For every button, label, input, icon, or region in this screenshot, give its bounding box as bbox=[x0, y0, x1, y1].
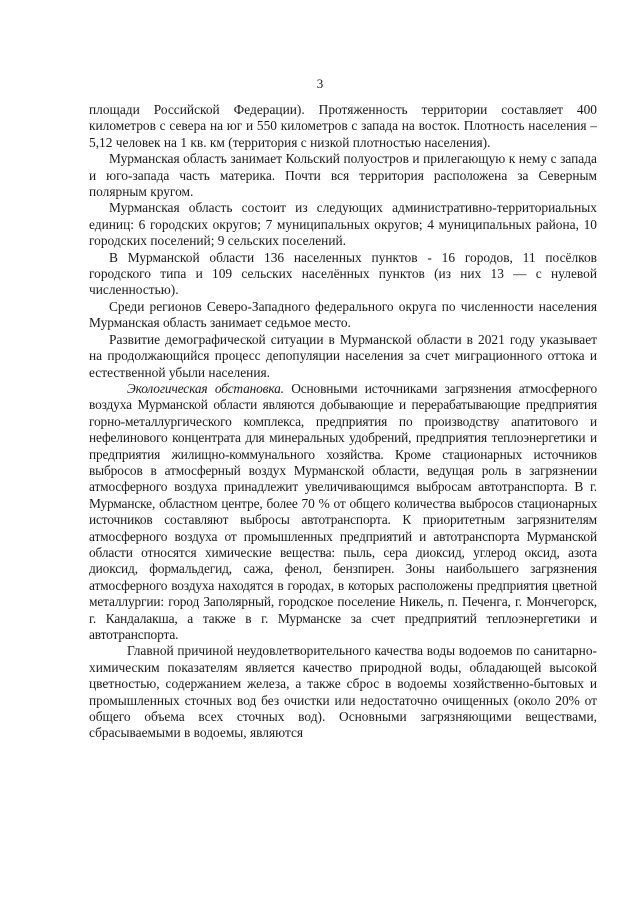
paragraph-region-rank: Среди регионов Северо-Западного федерального округа по численности населения Мурманская область занимает седьмое место. bbox=[89, 298, 597, 331]
ecology-text: Основными источниками загрязнения атмосферного воздуха Мурманской области являются добывающие и перерабатывающие предприятия горно-металлургического комплекса, предприятия по производству апатитового и нефелинового концентрата для минеральных удобрений, предприятия теплоэнергетики и предприятия жилищно-коммунального хозяйства. Кроме стационарных источников выбросов в атмосферный воздух Мурманской области, ведущая роль в загрязнении атмосферного воздуха принадлежит увеличивающимся выбросам автотранспорта. В г. Мурманске, областном центре, более 70 % от общего количества выбросов стационарных источников составляют выбросы автотранспорта. К приоритетным загрязнителям атмосферного воздуха от промышленных предприятий и автотранспорта Мурманской области относятся химические вещества: пыль, сера диоксид, углерод оксид, азота диоксид, формальдегид, сажа, фенол, бензпирен. Зоны наибольшего загрязнения атмосферного воздуха находятся в городах, в которых расположены предприятия цветной металлургии: город Заполярный, городское поселение Никель, п. Печенга, г. Мончегорск, г. Кандалакша, а также в г. Мурманске за счет предприятий теплоэнергетики и автотранспорта. bbox=[89, 380, 597, 642]
paragraph-settlements: В Мурманской области 136 населенных пунктов - 16 городов, 11 посёлков городского типа и 109 сельских населённых пунктов (из них 13 — с нулевой численностью). bbox=[89, 249, 597, 298]
paragraph-demography: Развитие демографической ситуации в Мурманской области в 2021 году указывает на продолжающийся процесс депопуляции населения за счет миграционного оттока и естественной убыли населения. bbox=[89, 331, 597, 380]
page-number: 3 bbox=[316, 76, 324, 91]
document-body bbox=[89, 102, 597, 742]
ecology-heading: Экологическая обстановка. bbox=[127, 380, 284, 396]
paragraph-ecology bbox=[89, 381, 597, 644]
paragraph-location: Мурманская область занимает Кольский полуостров и прилегающую к нему с запада и юго-запада часть материка. Почти вся территория расположена за Северным полярным кругом. bbox=[89, 151, 597, 200]
paragraph-water-quality: Главной причиной неудовлетворительного качества воды водоемов по санитарно-химическим показателям является качество природной воды, обладающей высокой цветностью, содержанием железа, а также сброс в водоемы хозяйственно-бытовых и промышленных сточных вод без очистки или недостаточно очищенных (около 20% от общего объема всех сточных вод). Основными загрязняющими веществами, сбрасываемыми в водоемы, являются bbox=[89, 643, 597, 741]
paragraph-territory: площади Российской Федерации). Протяженность территории составляет 400 километров с севера на юг и 550 километров с запада на восток. Плотность населения – 5,12 человек на 1 кв. км (территория с низкой плотностью населения). bbox=[89, 102, 597, 150]
paragraph-administrative-units: Мурманская область состоит из следующих административно-территориальных единиц: 6 городских округов; 7 муниципальных округов; 4 муниципальных района, 10 городских поселений; 9 сельских поселений. bbox=[89, 200, 597, 249]
